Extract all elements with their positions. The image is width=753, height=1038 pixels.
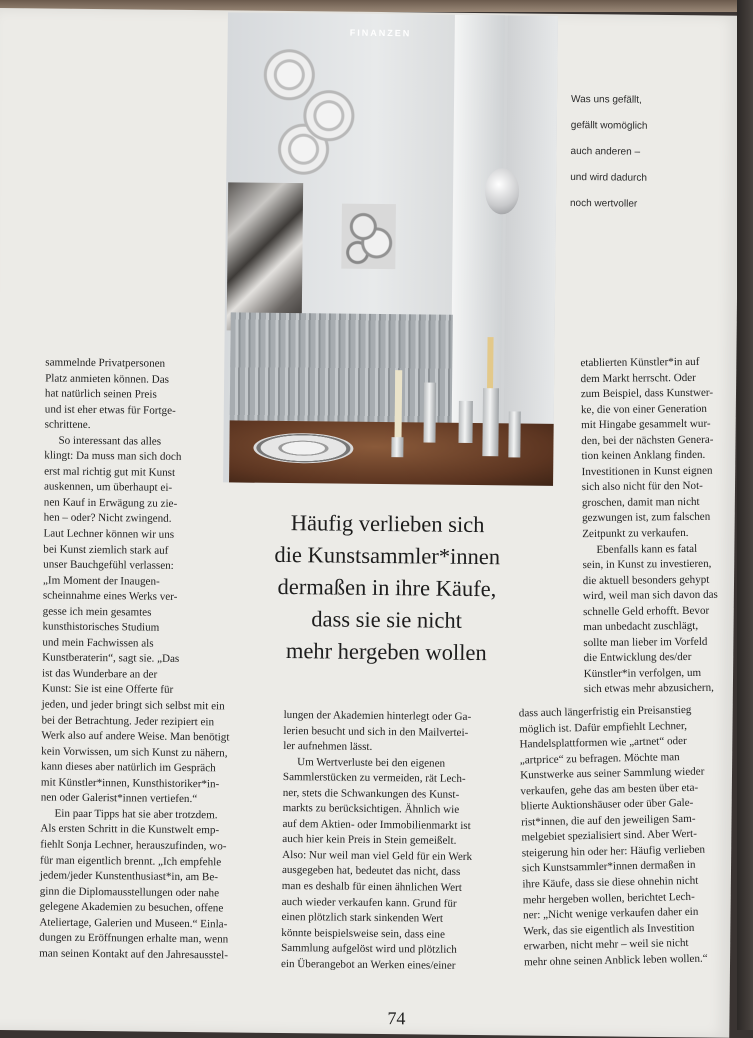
caption-line: auch anderen – <box>570 145 641 158</box>
text-line: melgebiet spezialisiert sind. Aber Wert- <box>521 828 697 844</box>
text-line: gezwungen ist, zum falschen <box>582 511 711 525</box>
text-line: dem Markt herrscht. Oder <box>580 371 696 385</box>
pull-quote-line: dermaßen in ihre Käufe, <box>277 573 497 602</box>
text-line: nen Kauf in Erwägung zu zie- <box>43 496 178 510</box>
photo-column-shadow <box>503 15 558 446</box>
text-line: ner, stets die Schwankungen des Kunst- <box>282 786 460 801</box>
text-line: Zeitpunkt zu verkaufen. <box>582 526 689 541</box>
text-line: klingt: Da muss man sich doch <box>44 449 182 464</box>
text-line: steigerung hin oder her: Häufig verlieben <box>521 843 706 860</box>
text-line: markts zu berücksichtigen. Ähnlich wie <box>282 802 460 817</box>
candle-holder <box>391 437 403 457</box>
page-edge <box>737 0 753 1030</box>
text-line: Ateliertage, Galerien und Museen.“ Einla- <box>39 916 228 931</box>
text-line: könnte beispielsweise sein, dass eine <box>281 926 445 941</box>
page-number: 74 <box>387 1008 406 1029</box>
text-line: tion keinen Anklang finden. <box>581 449 706 463</box>
text-line: sollte man lieber im Vorfeld <box>583 635 708 649</box>
text-line: groschen, damit man nicht <box>581 495 700 510</box>
magazine-page <box>0 8 740 1038</box>
pull-quote-line: dass sie sie nicht <box>311 606 463 633</box>
candle-holder <box>458 401 472 443</box>
caption-line: Was uns gefällt, <box>571 93 642 106</box>
text-line: sein, in Kunst zu investieren, <box>582 557 712 572</box>
text-line: Sammlung aufgelöst wird und plötzlich <box>281 942 457 957</box>
text-line: ke, die von einer Generation <box>580 402 708 416</box>
body-column-right-top <box>580 354 740 698</box>
photo-caption <box>570 80 691 224</box>
candle-holder <box>423 382 436 442</box>
text-line: mit Künstler*innen, Kunsthistoriker*in- <box>40 776 220 791</box>
text-line: die aktuell besonders gehypt <box>582 573 710 587</box>
candle-holder <box>508 411 520 457</box>
text-line: sich etwas mehr abzusichern, <box>583 682 714 696</box>
text-line: hat natürlich seinen Preis <box>44 387 157 401</box>
text-line: lungen der Akademien hinterlegt oder Ga- <box>283 709 472 723</box>
photo-column <box>450 15 505 446</box>
text-line: rist*innen, die auf den jeweiligen Sam- <box>521 812 696 829</box>
text-line: sammelnde Privatpersonen <box>45 356 166 370</box>
text-line: den, bei der nächsten Genera- <box>581 433 714 447</box>
pull-quote-line: Häufig verlieben sich <box>290 510 485 538</box>
text-line: jeden, und jeder bringt sich selbst mit ein <box>41 698 225 713</box>
text-line: scheinnahme eines Werks ver- <box>42 589 178 604</box>
text-line: wird, weil man sich davon das <box>582 588 718 603</box>
text-line: man es deshalb für einen ähnlichen Wert <box>281 880 462 894</box>
text-line: lerien besucht und sich in den Mailvertei- <box>283 724 469 739</box>
section-label: FINANZEN <box>349 27 412 39</box>
caption-line: und wird dadurch <box>570 171 648 184</box>
candle <box>487 337 494 389</box>
text-line: Kunstberaterin“, sagt sie. „Das <box>42 651 180 666</box>
text-line: schnelle Geld erhofft. Bevor <box>583 604 710 618</box>
text-line: zum Beispiel, dass Kunstwer- <box>580 386 714 401</box>
text-line: erst mal richtig gut mit Kunst <box>44 465 176 479</box>
text-line: hen – oder? Nicht zwingend. <box>43 511 172 526</box>
text-line: „Im Moment der Inaugen- <box>42 574 160 588</box>
pull-quote-line: die Kunstsammler*innen <box>274 541 501 570</box>
text-line: ist das Wunderbare an der <box>41 667 158 681</box>
text-line: sich also nicht für den Not- <box>581 480 703 494</box>
text-line: sich Kunstsammler*innen dermaßen in <box>521 859 696 875</box>
text-line: fiehlt Sonja Lechner, herauszufinden, wo- <box>40 838 227 853</box>
wall-sculpture-squiggle <box>258 41 359 177</box>
text-line: mehr hergeben wollen, berichtet Lech- <box>522 890 695 906</box>
text-line: für man eigentlich brennt. „Ich empfehle <box>40 853 222 868</box>
text-line: ler aufnehmen lässt. <box>283 740 373 754</box>
text-line: verkaufen, gehe das am besten über eta- <box>520 781 699 798</box>
text-line: Investitionen in Kunst eignen <box>581 464 713 478</box>
text-line: ausgegeben hat, bedeutet das nicht, dass <box>281 864 461 879</box>
text-line: So interessant das alles <box>58 434 162 448</box>
text-line: möglich ist. Dafür empfiehlt Lechner, <box>519 719 688 736</box>
text-line: und mein Fachwissen als <box>42 636 154 650</box>
text-line: bei der Betrachtung. Jeder rezipiert ein <box>41 714 215 728</box>
text-line: einen plötzlich stark sinkenden Wert <box>281 911 444 925</box>
text-line: Ebenfalls kann es fatal <box>596 542 698 556</box>
text-line: Platz anmieten können. Das <box>45 372 170 386</box>
text-line: gelegene Akademien zu besuchen, offene <box>39 900 224 915</box>
text-line: jedem/jeder Kunstenthusiast*in, am Be- <box>39 869 219 884</box>
text-line: etablierten Künstler*in auf <box>580 355 700 370</box>
text-line: Laut Lechner können wir uns <box>43 527 175 541</box>
text-line: ein Überangebot an Werken eines/einer <box>280 957 456 972</box>
text-line: bei Kunst ziemlich stark auf <box>43 543 169 557</box>
text-line: und ist eher etwas für Fortge- <box>44 403 176 417</box>
text-line: „artprice“ zu befragen. Möchte man <box>519 750 680 767</box>
text-line: Ein paar Tipps hat sie aber trotzdem. <box>54 807 218 822</box>
text-line: auskennen, um überhaupt ei- <box>43 480 173 495</box>
text-line: mehr ohne seinen Anblick leben wollen.“ <box>523 952 708 969</box>
body-column-left <box>39 355 275 964</box>
text-line: blierte Auktionshäuser oder über Gale- <box>520 797 694 813</box>
text-line: Kunst: Sie ist eine Offerte für <box>41 682 174 697</box>
text-line: Werk also auf andere Weise. Man benötigt <box>41 729 230 744</box>
text-line: Werk, das sie eigentlich als Investition <box>523 921 695 938</box>
text-line: auf dem Aktien- oder Immobilienmarkt ist <box>282 817 471 832</box>
text-line: kann dieses aber natürlich im Gespräch <box>40 760 216 775</box>
text-line: man seinen Kontakt auf den Jahresausstel- <box>39 947 228 962</box>
text-line: ginn die Diplomausstellungen oder nahe <box>39 885 220 899</box>
text-line: gesse ich mein gesamtes <box>42 605 152 619</box>
text-line: Als ersten Schritt in die Kunstwelt emp- <box>40 822 220 837</box>
body-column-right-bottom <box>519 702 744 971</box>
text-line: Künstler*in verfolgen, um <box>583 666 702 681</box>
caption-line: noch wertvoller <box>569 197 638 210</box>
text-line: schrittene. <box>44 418 91 432</box>
text-line: die Entwicklung des/der <box>583 651 692 665</box>
text-line: Um Wertverluste bei den eigenen <box>297 755 446 770</box>
body-column-middle <box>281 708 514 975</box>
text-line: Also: Nur weil man viel Geld für ein Werk <box>282 848 473 863</box>
text-line: Kunstwerke aus seiner Sammlung wieder <box>520 765 705 782</box>
text-line: auch hier kein Preis in Stein gemeißelt. <box>282 833 457 848</box>
text-line: dass auch längerfristig ein Preisanstieg <box>518 703 692 720</box>
pull-quote-line: mehr hergeben wollen <box>285 638 487 666</box>
text-line: Handelsplattformen wie „artnet“ oder <box>519 735 687 751</box>
candle <box>394 370 402 440</box>
text-line: Sammlerstücken zu vermeiden, rät Lech- <box>282 771 466 786</box>
text-line: ner: „Nicht wenige verkaufen daher ein <box>522 905 699 922</box>
pull-quote <box>247 507 527 670</box>
text-line: unser Bauchgefühl verlassen: <box>43 558 174 572</box>
text-line: mit Hingabe gesammelt wur- <box>581 417 711 432</box>
caption-line: gefällt womöglich <box>570 119 648 132</box>
text-line: nen oder Galerist*innen vertiefen.“ <box>40 791 198 806</box>
candle-holder <box>482 388 499 456</box>
text-line: ihre Käufe, dass sie diese ohnehin nicht <box>522 874 699 891</box>
text-line: auch wieder verkaufen kann. Grund für <box>281 895 457 910</box>
text-line: dungen zu Eröffnungen erhalte man, wenn <box>39 931 229 946</box>
wall-sculpture-bubbles <box>341 204 396 270</box>
text-line: kein Vorwissen, um sich Kunst zu nähern, <box>41 745 228 760</box>
abstract-painting <box>227 182 304 331</box>
text-line: erwarben, nicht mehr – weil sie nicht <box>523 937 689 953</box>
text-line: kunsthistorisches Studium <box>42 620 160 634</box>
text-line: man unbedacht zuschlägt, <box>583 620 699 634</box>
